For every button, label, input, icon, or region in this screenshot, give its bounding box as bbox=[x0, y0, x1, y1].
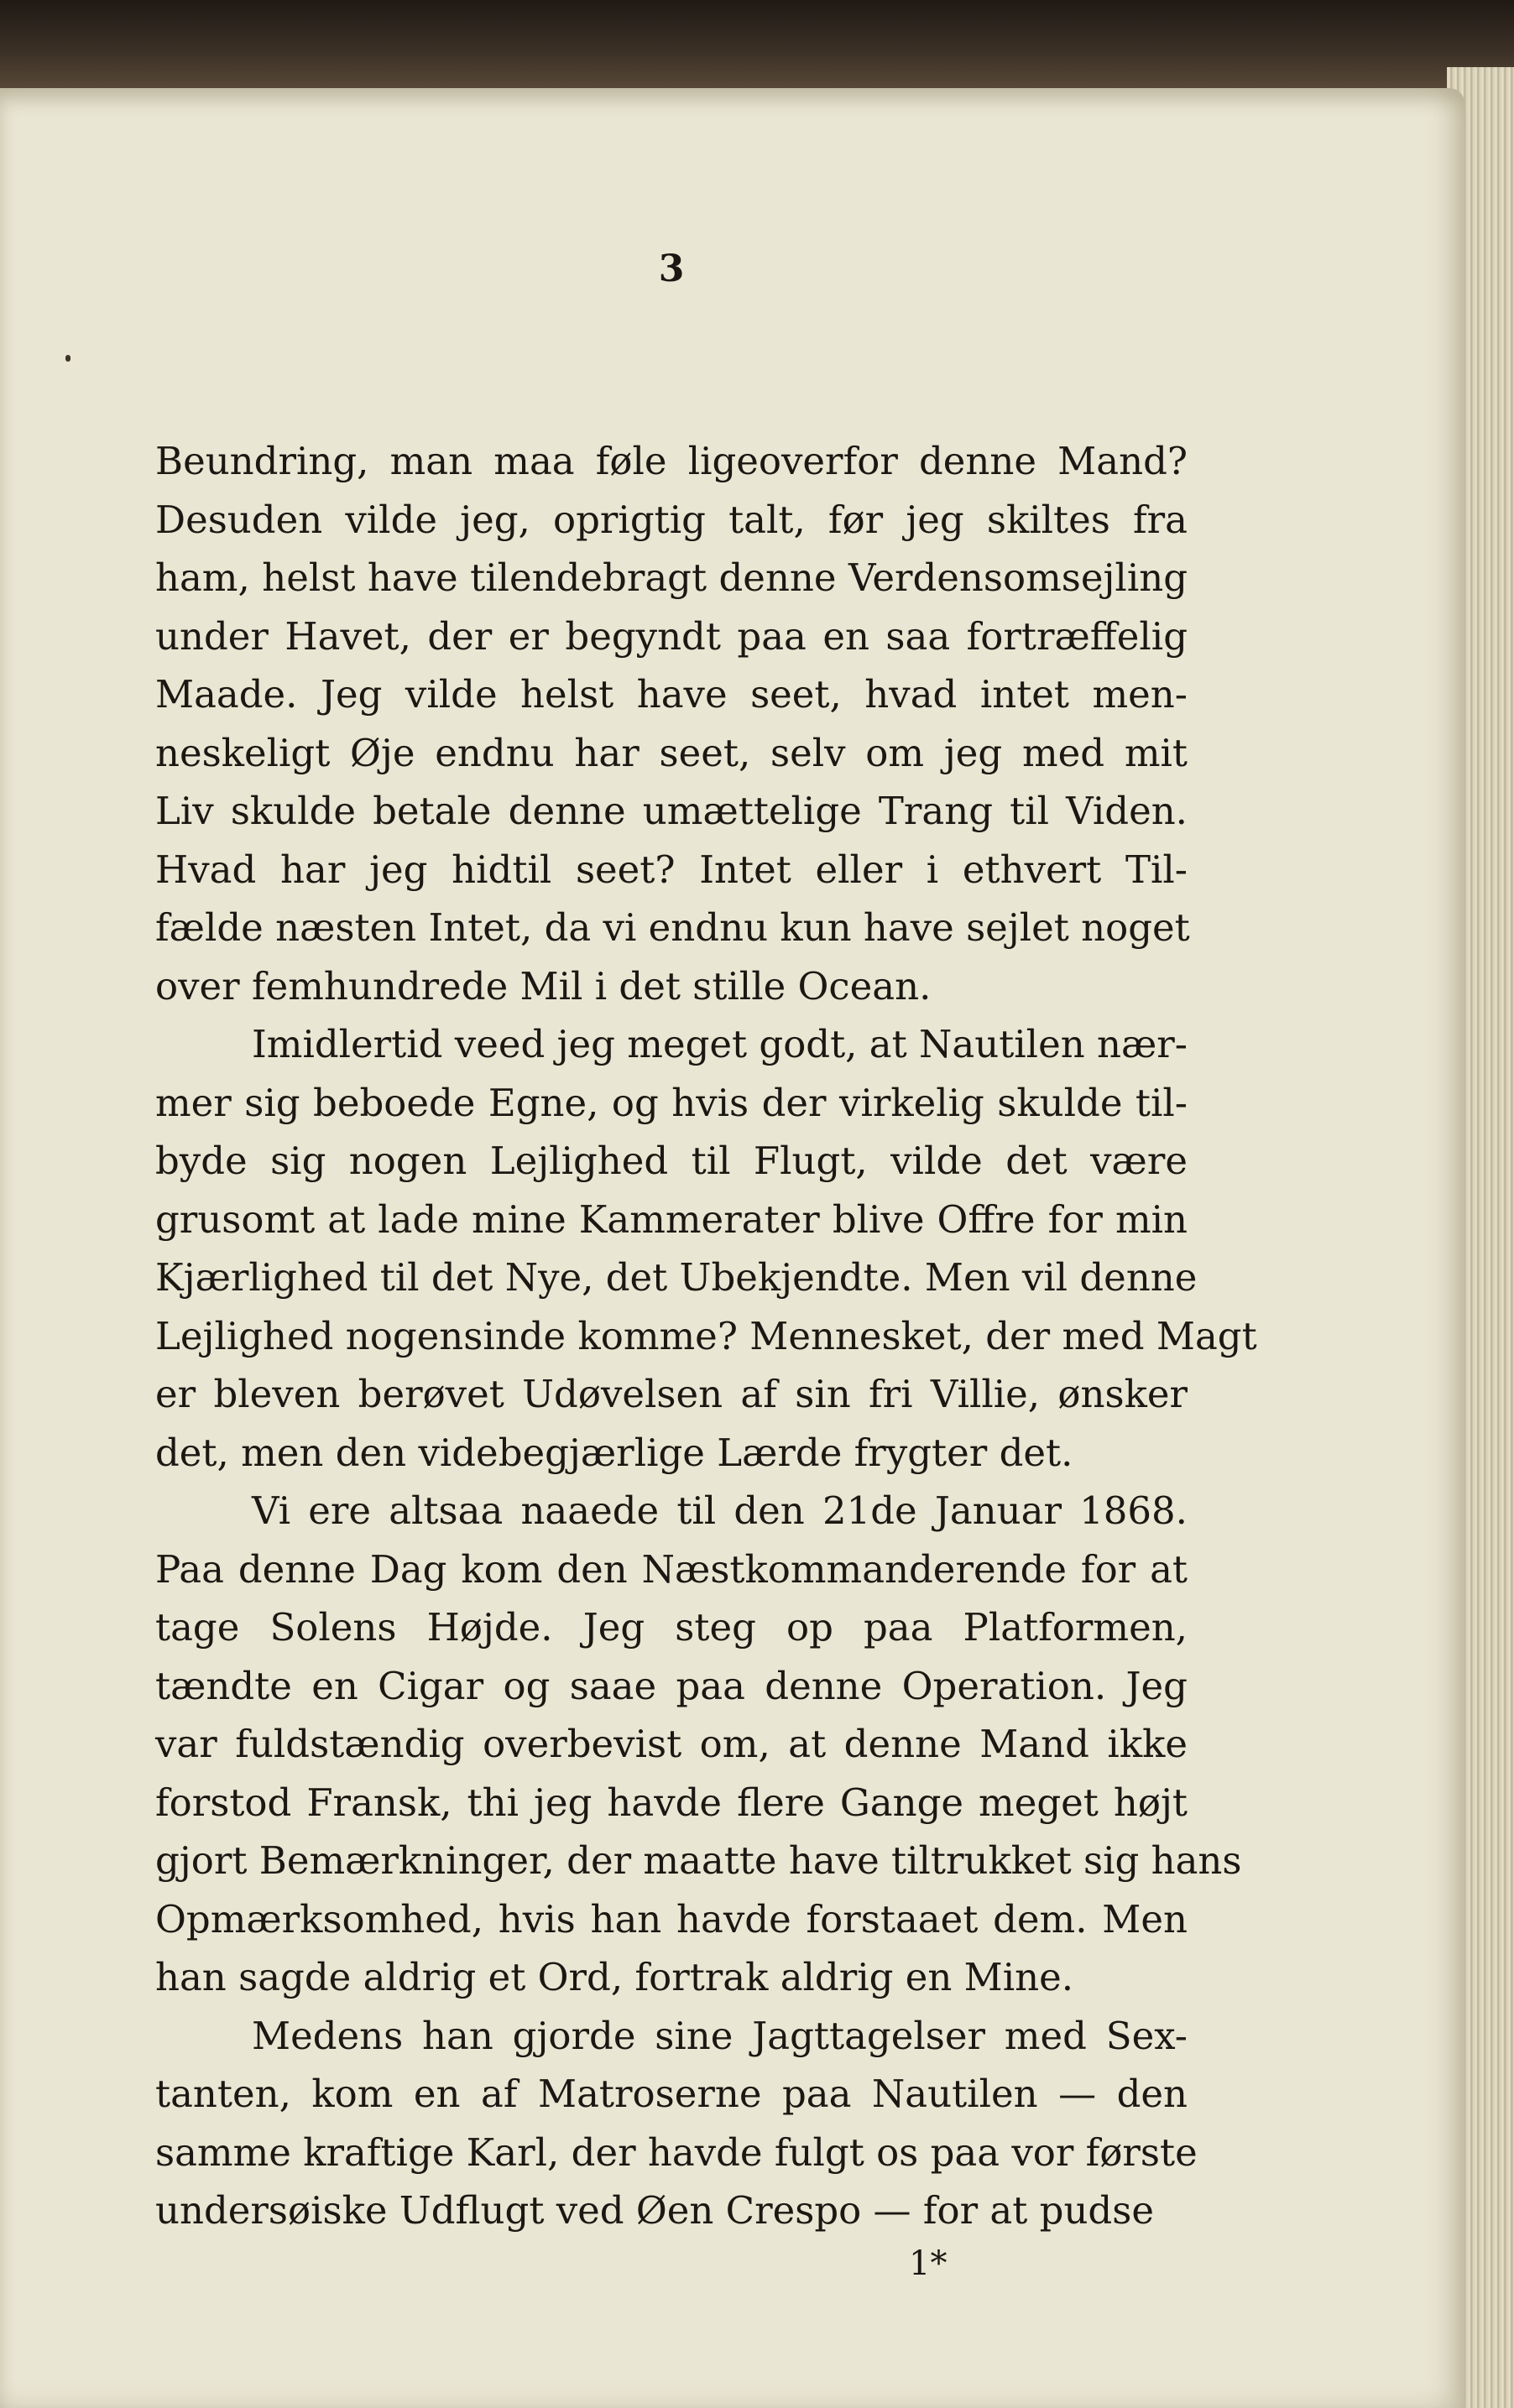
text-line: Hvad har jeg hidtil seet? Intet eller i ethvert Til- bbox=[155, 847, 1188, 892]
text-line: tage Solens Højde. Jeg steg op paa Platformen, bbox=[155, 1605, 1188, 1650]
text-line: byde sig nogen Lejlighed til Flugt, vilde det være bbox=[155, 1139, 1188, 1183]
text-line: Lejlighed nogensinde komme? Mennesket, der med Magt bbox=[155, 1313, 1257, 1358]
text-line: var fuldstændig overbevist om, at denne Mand ikke bbox=[155, 1722, 1188, 1766]
page-number: 3 bbox=[658, 248, 685, 290]
paragraph bbox=[155, 1482, 1242, 2007]
paragraph bbox=[155, 432, 1188, 1015]
text-line: fælde næsten Intet, da vi endnu kun have sejlet noget bbox=[155, 905, 1190, 950]
text-line: over femhundrede Mil i det stille Ocean. bbox=[155, 963, 932, 1009]
paragraph bbox=[155, 2007, 1198, 2240]
paragraph bbox=[155, 1015, 1257, 1482]
text-line: ham, helst have tilendebragt denne Verdensomsejling bbox=[155, 555, 1188, 600]
text-line: Kjærlighed til det Nye, det Ubekjendte. Men vil denne bbox=[155, 1255, 1198, 1300]
text-line: Imidlertid veed jeg meget godt, at Nautilen nær- bbox=[252, 1022, 1188, 1066]
text-line: tændte en Cigar og saae paa denne Operation. Jeg bbox=[155, 1663, 1188, 1708]
text-line: Desuden vilde jeg, oprigtig talt, før jeg skiltes fra bbox=[155, 497, 1188, 542]
text-line: Liv skulde betale denne umættelige Trang til Viden. bbox=[155, 789, 1188, 833]
text-line: Vi ere altsaa naaede til den 21de Januar 1868. bbox=[252, 1488, 1188, 1533]
text-line: Opmærksomhed, hvis han havde forstaaet dem. Men bbox=[155, 1896, 1188, 1942]
signature-mark: 1* bbox=[909, 2244, 948, 2283]
text-line: under Havet, der er begyndt paa en saa fortræffelig bbox=[155, 613, 1188, 659]
text-line: Medens han gjorde sine Jagttagelser med Sex- bbox=[252, 2013, 1188, 2058]
text-line: samme kraftige Karl, der havde fulgt os paa vor første bbox=[155, 2129, 1198, 2175]
text-line: grusomt at lade mine Kammerater blive Offre for min bbox=[155, 1196, 1188, 1242]
text-line: Beundring, man maa føle ligeoverfor denne Mand? bbox=[155, 439, 1188, 483]
text-line: det, men den videbegjærlige Lærde frygter det. bbox=[155, 1430, 1073, 1475]
text-line: han sagde aldrig et Ord, fortrak aldrig en Mine. bbox=[155, 1955, 1074, 1999]
text-line: undersøiske Udflugt ved Øen Crespo — for at pudse bbox=[155, 2188, 1154, 2233]
body-text bbox=[155, 432, 1257, 2240]
text-line: neskeligt Øje endnu har seet, selv om jeg med mit bbox=[155, 730, 1188, 775]
text-line: gjort Bemærkninger, der maatte have tiltrukket sig hans bbox=[155, 1838, 1242, 1883]
text-line: tanten, kom en af Matroserne paa Nautilen — den bbox=[155, 2072, 1188, 2116]
book-cover-edge bbox=[0, 0, 1514, 92]
text-line: Maade. Jeg vilde helst have seet, hvad intet men- bbox=[155, 672, 1188, 717]
book-page bbox=[0, 88, 1464, 2408]
text-line: forstod Fransk, thi jeg havde flere Gange meget højt bbox=[155, 1780, 1188, 1825]
text-line: Paa denne Dag kom den Næstkommanderende for at bbox=[155, 1546, 1188, 1592]
ink-spot bbox=[65, 355, 70, 362]
text-line: er bleven berøvet Udøvelsen af sin fri Villie, ønsker bbox=[155, 1372, 1188, 1416]
text-line: mer sig beboede Egne, og hvis der virkelig skulde til- bbox=[155, 1080, 1188, 1125]
